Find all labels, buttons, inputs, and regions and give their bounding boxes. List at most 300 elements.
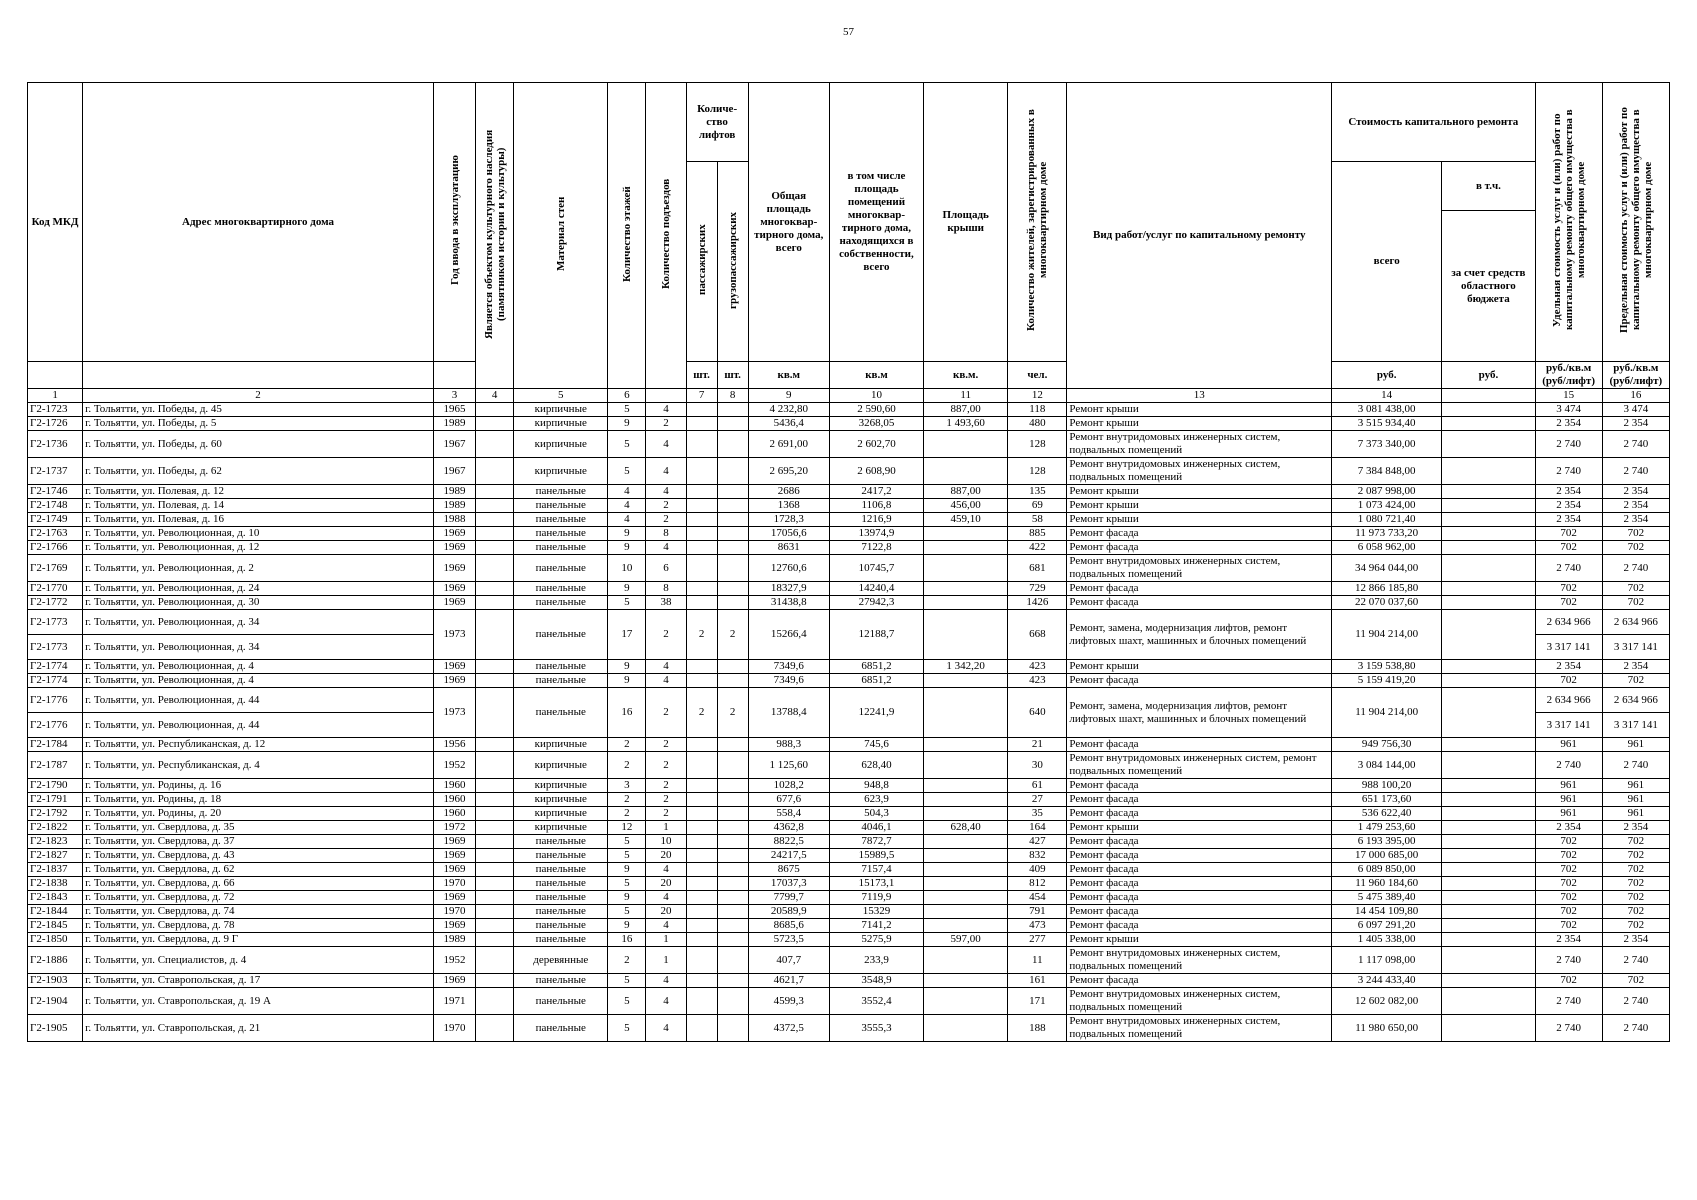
cell-total: 34 964 044,00 <box>1332 555 1442 582</box>
table-row <box>28 738 1670 752</box>
cell-heritage <box>476 988 514 1015</box>
cell-owned: 7157,4 <box>829 863 923 877</box>
cell-roof <box>924 582 1008 596</box>
cell-floors: 2 <box>608 807 646 821</box>
cell-max: 961 <box>1602 779 1669 793</box>
cell-roof: 459,10 <box>924 513 1008 527</box>
cell-residents: 128 <box>1008 458 1067 485</box>
cell-floors: 9 <box>608 582 646 596</box>
cell-entrances: 4 <box>646 891 686 905</box>
cell-total: 3 081 438,00 <box>1332 403 1442 417</box>
cell-lifts-cargo <box>717 974 748 988</box>
unit-people: чел. <box>1008 362 1067 389</box>
cell-entrances: 2 <box>646 688 686 738</box>
cell-total: 17 000 685,00 <box>1332 849 1442 863</box>
cell-heritage <box>476 933 514 947</box>
cell-address: г. Тольятти, ул. Родины, д. 20 <box>83 807 434 821</box>
cell-area: 20589,9 <box>748 905 829 919</box>
cell-entrances: 4 <box>646 674 686 688</box>
cell-max: 3 474 <box>1602 403 1669 417</box>
cell-unit: 2 740 <box>1535 458 1602 485</box>
cell-total: 7 373 340,00 <box>1332 431 1442 458</box>
cell-material: деревянные <box>514 947 608 974</box>
cell-area: 8822,5 <box>748 835 829 849</box>
cell-unit: 961 <box>1535 807 1602 821</box>
cell-year: 1952 <box>433 752 475 779</box>
cell-address: г. Тольятти, ул. Победы, д. 5 <box>83 417 434 431</box>
cell-entrances: 2 <box>646 807 686 821</box>
cell-heritage <box>476 417 514 431</box>
cell-address: г. Тольятти, ул. Свердлова, д. 43 <box>83 849 434 863</box>
cell-area: 1028,2 <box>748 779 829 793</box>
cell-heritage <box>476 919 514 933</box>
header-year: Год ввода в эксплуатацию <box>433 83 475 362</box>
cell-work: Ремонт крыши <box>1067 403 1332 417</box>
cell-year: 1969 <box>433 582 475 596</box>
header-material: Материал стен <box>514 83 608 389</box>
unit-rate-1: руб./кв.м (руб/лифт) <box>1535 362 1602 389</box>
cell-total: 6 193 395,00 <box>1332 835 1442 849</box>
cell-roof <box>924 849 1008 863</box>
cell-residents: 27 <box>1008 793 1067 807</box>
cell-year: 1967 <box>433 431 475 458</box>
cell-lifts-cargo: 2 <box>717 610 748 660</box>
cell-regional <box>1442 403 1535 417</box>
cell-lifts-cargo <box>717 431 748 458</box>
cell-total: 11 904 214,00 <box>1332 610 1442 660</box>
cell-floors: 16 <box>608 933 646 947</box>
cell-entrances: 2 <box>646 793 686 807</box>
cell-heritage <box>476 688 514 738</box>
unit-rub-2: руб. <box>1442 362 1535 389</box>
column-number-row <box>28 389 1670 403</box>
cell-code: Г2-1776 <box>28 713 83 738</box>
cell-regional <box>1442 513 1535 527</box>
cell-address: г. Тольятти, ул. Революционная, д. 2 <box>83 555 434 582</box>
cell-heritage <box>476 821 514 835</box>
cell-max: 2 354 <box>1602 417 1669 431</box>
cell-code: Г2-1736 <box>28 431 83 458</box>
cell-material: панельные <box>514 1015 608 1042</box>
cell-address: г. Тольятти, ул. Победы, д. 60 <box>83 431 434 458</box>
cell-code: Г2-1784 <box>28 738 83 752</box>
cell-roof <box>924 1015 1008 1042</box>
cell-lifts-cargo <box>717 513 748 527</box>
cell-floors: 5 <box>608 974 646 988</box>
col-num: 6 <box>608 389 646 403</box>
table-row <box>28 527 1670 541</box>
cell-residents: 135 <box>1008 485 1067 499</box>
cell-max: 2 354 <box>1602 821 1669 835</box>
cell-area: 2 691,00 <box>748 431 829 458</box>
cell-heritage <box>476 1015 514 1042</box>
cell-unit: 2 354 <box>1535 499 1602 513</box>
col-num: 7 <box>686 389 717 403</box>
header-work-type: Вид работ/услуг по капитальному ремонту <box>1067 83 1332 389</box>
col-num: 12 <box>1008 389 1067 403</box>
cell-total: 5 475 389,40 <box>1332 891 1442 905</box>
cell-owned: 7141,2 <box>829 919 923 933</box>
cell-lifts-cargo <box>717 863 748 877</box>
cell-lifts-pass <box>686 660 717 674</box>
cell-roof <box>924 431 1008 458</box>
cell-work: Ремонт внутридомовых инженерных систем, подвальных помещений <box>1067 988 1332 1015</box>
cell-material: панельные <box>514 610 608 660</box>
cell-total: 3 244 433,40 <box>1332 974 1442 988</box>
cell-work: Ремонт крыши <box>1067 821 1332 835</box>
cell-code: Г2-1766 <box>28 541 83 555</box>
cell-code: Г2-1737 <box>28 458 83 485</box>
cell-owned: 628,40 <box>829 752 923 779</box>
table-row <box>28 688 1670 713</box>
page-number: 57 <box>843 26 854 38</box>
cell-material: панельные <box>514 974 608 988</box>
cell-max: 2 634 966 <box>1602 688 1669 713</box>
cell-code: Г2-1823 <box>28 835 83 849</box>
table-row <box>28 919 1670 933</box>
cell-regional <box>1442 738 1535 752</box>
cell-regional <box>1442 417 1535 431</box>
cell-year: 1969 <box>433 541 475 555</box>
cell-code: Г2-1905 <box>28 1015 83 1042</box>
cell-entrances: 2 <box>646 738 686 752</box>
cell-residents: 480 <box>1008 417 1067 431</box>
cell-material: панельные <box>514 877 608 891</box>
cell-work: Ремонт внутридомовых инженерных систем, подвальных помещений <box>1067 458 1332 485</box>
cell-residents: 885 <box>1008 527 1067 541</box>
unit-year <box>433 362 475 389</box>
col-num: 5 <box>514 389 608 403</box>
cell-total: 1 479 253,60 <box>1332 821 1442 835</box>
cell-entrances: 4 <box>646 485 686 499</box>
cell-owned: 12188,7 <box>829 610 923 660</box>
cell-roof <box>924 527 1008 541</box>
unit-m2-2: кв.м <box>829 362 923 389</box>
cell-roof <box>924 752 1008 779</box>
cell-material: панельные <box>514 835 608 849</box>
cell-lifts-cargo <box>717 1015 748 1042</box>
cell-area: 8685,6 <box>748 919 829 933</box>
cell-unit: 702 <box>1535 541 1602 555</box>
cell-max: 702 <box>1602 877 1669 891</box>
cell-material: панельные <box>514 555 608 582</box>
cell-regional <box>1442 905 1535 919</box>
cell-address: г. Тольятти, ул. Революционная, д. 30 <box>83 596 434 610</box>
cell-address: г. Тольятти, ул. Специалистов, д. 4 <box>83 947 434 974</box>
cell-work: Ремонт фасада <box>1067 974 1332 988</box>
cell-code: Г2-1749 <box>28 513 83 527</box>
cell-area: 12760,6 <box>748 555 829 582</box>
cell-year: 1969 <box>433 849 475 863</box>
cell-area: 7349,6 <box>748 660 829 674</box>
cell-total: 1 405 338,00 <box>1332 933 1442 947</box>
cell-owned: 1216,9 <box>829 513 923 527</box>
cell-entrances: 1 <box>646 933 686 947</box>
cell-code: Г2-1776 <box>28 688 83 713</box>
cell-max: 702 <box>1602 527 1669 541</box>
cell-max: 2 354 <box>1602 933 1669 947</box>
cell-floors: 12 <box>608 821 646 835</box>
cell-residents: 681 <box>1008 555 1067 582</box>
header-cost: Стоимость капитального ремонта <box>1332 83 1536 162</box>
cell-work: Ремонт крыши <box>1067 513 1332 527</box>
col-num: 16 <box>1602 389 1669 403</box>
cell-lifts-cargo <box>717 877 748 891</box>
cell-entrances: 4 <box>646 660 686 674</box>
cell-floors: 9 <box>608 863 646 877</box>
cell-material: панельные <box>514 849 608 863</box>
cell-lifts-pass <box>686 417 717 431</box>
cell-entrances: 4 <box>646 988 686 1015</box>
cell-entrances: 2 <box>646 779 686 793</box>
cell-owned: 15329 <box>829 905 923 919</box>
cell-owned: 233,9 <box>829 947 923 974</box>
cell-work: Ремонт внутридомовых инженерных систем, подвальных помещений <box>1067 947 1332 974</box>
cell-max: 2 740 <box>1602 458 1669 485</box>
cell-unit: 702 <box>1535 596 1602 610</box>
cell-year: 1965 <box>433 403 475 417</box>
cell-max: 2 634 966 <box>1602 610 1669 635</box>
col-num: 4 <box>476 389 514 403</box>
cell-year: 1956 <box>433 738 475 752</box>
cell-lifts-cargo <box>717 527 748 541</box>
cell-work: Ремонт фасада <box>1067 919 1332 933</box>
cell-floors: 4 <box>608 499 646 513</box>
cell-unit: 961 <box>1535 793 1602 807</box>
cell-roof: 456,00 <box>924 499 1008 513</box>
cell-entrances: 4 <box>646 1015 686 1042</box>
cell-lifts-cargo <box>717 779 748 793</box>
cell-residents: 161 <box>1008 974 1067 988</box>
cell-max: 2 740 <box>1602 555 1669 582</box>
cell-heritage <box>476 513 514 527</box>
cell-address: г. Тольятти, ул. Революционная, д. 44 <box>83 688 434 713</box>
cell-address: г. Тольятти, ул. Победы, д. 45 <box>83 403 434 417</box>
cell-material: панельные <box>514 891 608 905</box>
table-row <box>28 947 1670 974</box>
cell-address: г. Тольятти, ул. Свердлова, д. 35 <box>83 821 434 835</box>
cell-material: панельные <box>514 499 608 513</box>
cell-work: Ремонт фасада <box>1067 849 1332 863</box>
cell-regional <box>1442 891 1535 905</box>
cell-lifts-cargo <box>717 821 748 835</box>
cell-max: 961 <box>1602 807 1669 821</box>
cell-entrances: 6 <box>646 555 686 582</box>
cell-total: 3 159 538,80 <box>1332 660 1442 674</box>
cell-entrances: 20 <box>646 877 686 891</box>
cell-code: Г2-1844 <box>28 905 83 919</box>
table-row <box>28 835 1670 849</box>
cell-material: кирпичные <box>514 403 608 417</box>
cell-roof: 887,00 <box>924 485 1008 499</box>
cell-regional <box>1442 499 1535 513</box>
cell-floors: 9 <box>608 919 646 933</box>
cell-total: 2 087 998,00 <box>1332 485 1442 499</box>
cell-area: 558,4 <box>748 807 829 821</box>
cell-unit: 2 740 <box>1535 947 1602 974</box>
cell-lifts-pass <box>686 835 717 849</box>
header-entrances: Количество подъездов <box>646 83 686 389</box>
cell-residents: 668 <box>1008 610 1067 660</box>
cell-area: 988,3 <box>748 738 829 752</box>
cell-area: 4372,5 <box>748 1015 829 1042</box>
cell-address: г. Тольятти, ул. Свердлова, д. 78 <box>83 919 434 933</box>
cell-entrances: 2 <box>646 499 686 513</box>
cell-roof <box>924 596 1008 610</box>
cell-owned: 623,9 <box>829 793 923 807</box>
cell-floors: 5 <box>608 905 646 919</box>
cell-owned: 2417,2 <box>829 485 923 499</box>
header-unit-cost: Удельная стоимость услуг и (или) работ по капитальному ремонту общего имущества в многоквартирном доме <box>1535 83 1602 362</box>
cell-regional <box>1442 919 1535 933</box>
cell-total: 12 602 082,00 <box>1332 988 1442 1015</box>
cell-roof <box>924 779 1008 793</box>
cell-roof <box>924 919 1008 933</box>
cell-work: Ремонт крыши <box>1067 933 1332 947</box>
cell-work: Ремонт крыши <box>1067 660 1332 674</box>
cell-regional <box>1442 458 1535 485</box>
cell-heritage <box>476 863 514 877</box>
cell-floors: 5 <box>608 596 646 610</box>
cell-lifts-pass: 2 <box>686 610 717 660</box>
cell-lifts-cargo <box>717 403 748 417</box>
cell-max: 961 <box>1602 793 1669 807</box>
cell-code: Г2-1763 <box>28 527 83 541</box>
cell-area: 4599,3 <box>748 988 829 1015</box>
header-cost-regional: за счет средств областного бюджета <box>1442 211 1535 362</box>
table-row <box>28 555 1670 582</box>
cell-owned: 7122,8 <box>829 541 923 555</box>
cell-heritage <box>476 596 514 610</box>
cell-lifts-pass <box>686 947 717 974</box>
cell-residents: 832 <box>1008 849 1067 863</box>
table-row <box>28 988 1670 1015</box>
header-cost-total: всего <box>1332 162 1442 362</box>
table-row <box>28 513 1670 527</box>
cell-floors: 10 <box>608 555 646 582</box>
cell-heritage <box>476 807 514 821</box>
cell-floors: 5 <box>608 835 646 849</box>
cell-floors: 5 <box>608 403 646 417</box>
cell-code: Г2-1904 <box>28 988 83 1015</box>
cell-max: 2 354 <box>1602 499 1669 513</box>
cell-residents: 277 <box>1008 933 1067 947</box>
cell-address: г. Тольятти, ул. Революционная, д. 10 <box>83 527 434 541</box>
cell-year: 1969 <box>433 527 475 541</box>
unit-address <box>83 362 434 389</box>
cell-total: 651 173,60 <box>1332 793 1442 807</box>
cell-floors: 2 <box>608 738 646 752</box>
cell-lifts-pass <box>686 541 717 555</box>
cell-lifts-cargo <box>717 752 748 779</box>
cell-roof <box>924 905 1008 919</box>
cell-code: Г2-1770 <box>28 582 83 596</box>
cell-roof: 628,40 <box>924 821 1008 835</box>
cell-year: 1988 <box>433 513 475 527</box>
cell-total: 11 904 214,00 <box>1332 688 1442 738</box>
cell-floors: 2 <box>608 752 646 779</box>
cell-unit: 2 354 <box>1535 933 1602 947</box>
cell-unit: 961 <box>1535 738 1602 752</box>
cell-heritage <box>476 582 514 596</box>
cell-address: г. Тольятти, ул. Республиканская, д. 4 <box>83 752 434 779</box>
cell-entrances: 2 <box>646 417 686 431</box>
cell-total: 5 159 419,20 <box>1332 674 1442 688</box>
cell-max: 702 <box>1602 974 1669 988</box>
cell-owned: 948,8 <box>829 779 923 793</box>
cell-max: 3 317 141 <box>1602 713 1669 738</box>
cell-code: Г2-1827 <box>28 849 83 863</box>
cell-entrances: 2 <box>646 752 686 779</box>
cell-area: 2 695,20 <box>748 458 829 485</box>
table-row <box>28 458 1670 485</box>
col-num: 11 <box>924 389 1008 403</box>
cell-code: Г2-1769 <box>28 555 83 582</box>
cell-lifts-pass <box>686 674 717 688</box>
cell-lifts-pass <box>686 527 717 541</box>
table-row <box>28 610 1670 635</box>
cell-year: 1969 <box>433 919 475 933</box>
cell-total: 11 973 733,20 <box>1332 527 1442 541</box>
col-num: 15 <box>1535 389 1602 403</box>
cell-floors: 3 <box>608 779 646 793</box>
header-cost-incl: в т.ч. <box>1442 162 1535 211</box>
cell-regional <box>1442 1015 1535 1042</box>
cell-unit: 2 354 <box>1535 513 1602 527</box>
cell-material: кирпичные <box>514 417 608 431</box>
cell-total: 6 058 962,00 <box>1332 541 1442 555</box>
cell-heritage <box>476 738 514 752</box>
cell-heritage <box>476 891 514 905</box>
cell-work: Ремонт, замена, модернизация лифтов, ремонт лифтовых шахт, машинных и блочных помещений <box>1067 610 1332 660</box>
cell-entrances: 4 <box>646 403 686 417</box>
cell-area: 18327,9 <box>748 582 829 596</box>
cell-area: 1368 <box>748 499 829 513</box>
cell-lifts-cargo <box>717 541 748 555</box>
cell-lifts-cargo <box>717 738 748 752</box>
cell-area: 2686 <box>748 485 829 499</box>
cell-max: 2 740 <box>1602 752 1669 779</box>
cell-lifts-pass <box>686 499 717 513</box>
cell-total: 1 117 098,00 <box>1332 947 1442 974</box>
cell-address: г. Тольятти, ул. Свердлова, д. 62 <box>83 863 434 877</box>
cell-year: 1970 <box>433 905 475 919</box>
cell-lifts-cargo <box>717 933 748 947</box>
cell-address: г. Тольятти, ул. Ставропольская, д. 17 <box>83 974 434 988</box>
cell-work: Ремонт фасада <box>1067 905 1332 919</box>
cell-material: панельные <box>514 527 608 541</box>
cell-year: 1969 <box>433 974 475 988</box>
cell-owned: 12241,9 <box>829 688 923 738</box>
cell-max: 2 740 <box>1602 947 1669 974</box>
cell-address: г. Тольятти, ул. Полевая, д. 14 <box>83 499 434 513</box>
cell-total: 949 756,30 <box>1332 738 1442 752</box>
table-body-c <box>28 738 1670 1042</box>
cell-lifts-cargo <box>717 835 748 849</box>
cell-material: кирпичные <box>514 458 608 485</box>
cell-regional <box>1442 688 1535 738</box>
cell-floors: 5 <box>608 988 646 1015</box>
cell-unit: 3 474 <box>1535 403 1602 417</box>
cell-year: 1973 <box>433 688 475 738</box>
cell-floors: 5 <box>608 849 646 863</box>
cell-work: Ремонт фасада <box>1067 596 1332 610</box>
cell-work: Ремонт крыши <box>1067 417 1332 431</box>
cell-lifts-cargo <box>717 417 748 431</box>
cell-residents: 69 <box>1008 499 1067 513</box>
cell-heritage <box>476 877 514 891</box>
cell-owned: 27942,3 <box>829 596 923 610</box>
